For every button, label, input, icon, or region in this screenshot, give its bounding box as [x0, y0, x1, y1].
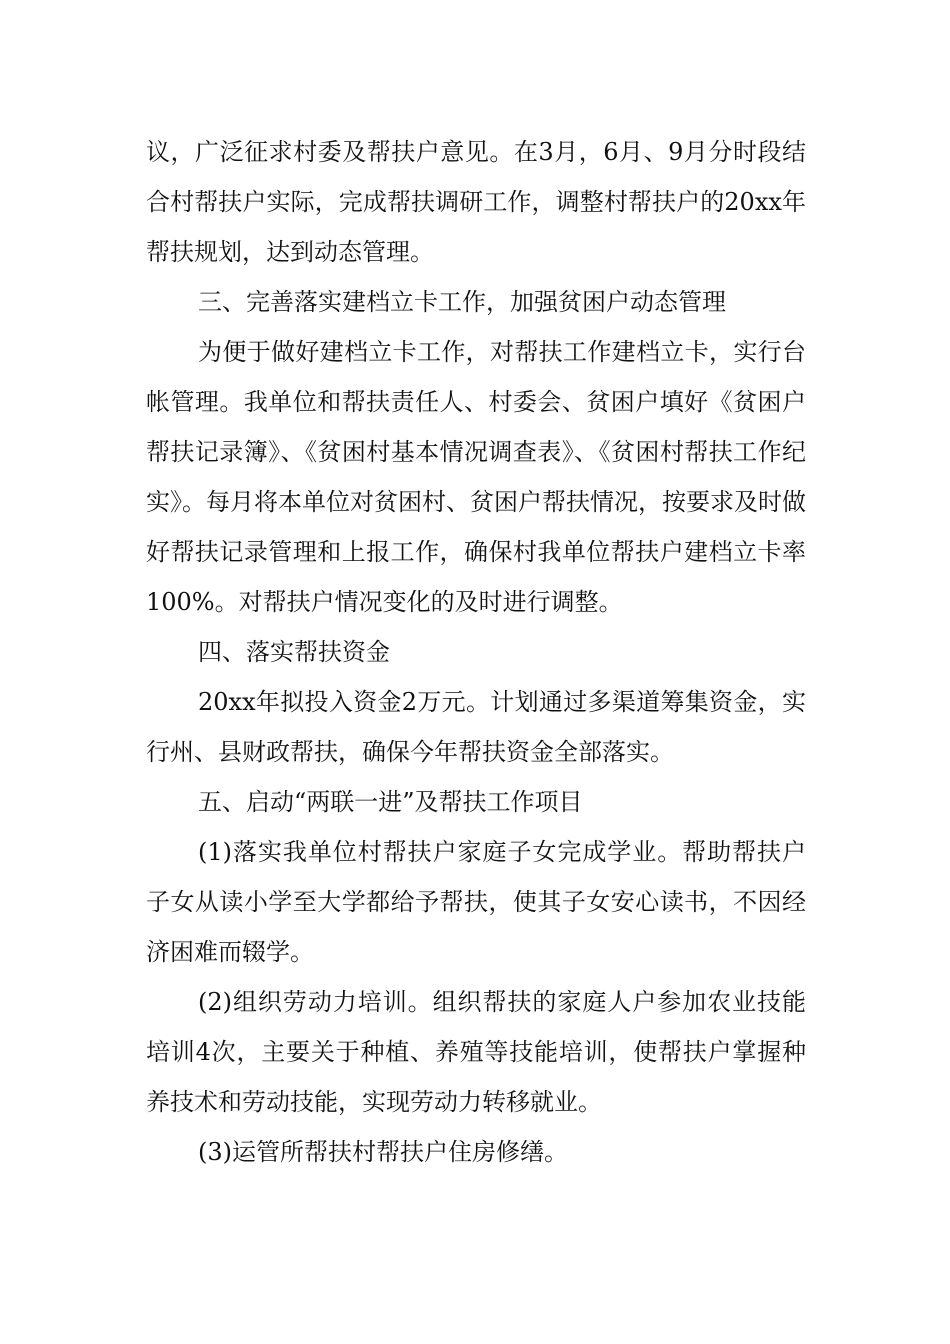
paragraph-continuation: 议，广泛征求村委及帮扶户意见。在3月，6月、9月分时段结合村帮扶户实际，完成帮扶调研工作，调整村帮扶户的20xx年帮扶规划，达到动态管理。 [146, 138, 806, 266]
document-body [146, 127, 806, 1177]
list-item-housing: (3)运管所帮扶村帮扶户住房修缮。 [198, 1138, 568, 1166]
list-item-education: (1)落实我单位村帮扶户家庭子女完成学业。帮助帮扶户子女从读小学至大学都给予帮扶，使其子女安心读书，不因经济困难而辍学。 [146, 838, 806, 966]
paragraph-archive-management: 为便于做好建档立卡工作，对帮扶工作建档立卡，实行台帐管理。我单位和帮扶责任人、村委会、贫困户填好《贫困户帮扶记录簿》、《贫困村基本情况调查表》、《贫困村帮扶工作纪实》。每月将本单位对贫困村、贫困户帮扶情况，按要求及时做好帮扶记录管理和上报工作，确保村我单位帮扶户建档立卡率100%。对帮扶户情况变化的及时进行调整。 [146, 338, 806, 616]
paragraph-funding: 20xx年拟投入资金2万元。计划通过多渠道筹集资金，实行州、县财政帮扶，确保今年帮扶资金全部落实。 [146, 688, 806, 766]
section-heading-5: 五、启动“两联一进”及帮扶工作项目 [198, 788, 583, 816]
section-heading-4: 四、落实帮扶资金 [198, 638, 390, 666]
section-heading-3: 三、完善落实建档立卡工作，加强贫困户动态管理 [198, 288, 726, 316]
list-item-training: (2)组织劳动力培训。组织帮扶的家庭人户参加农业技能培训4次，主要关于种植、养殖等技能培训，使帮扶户掌握种养技术和劳动技能，实现劳动力转移就业。 [146, 988, 806, 1116]
